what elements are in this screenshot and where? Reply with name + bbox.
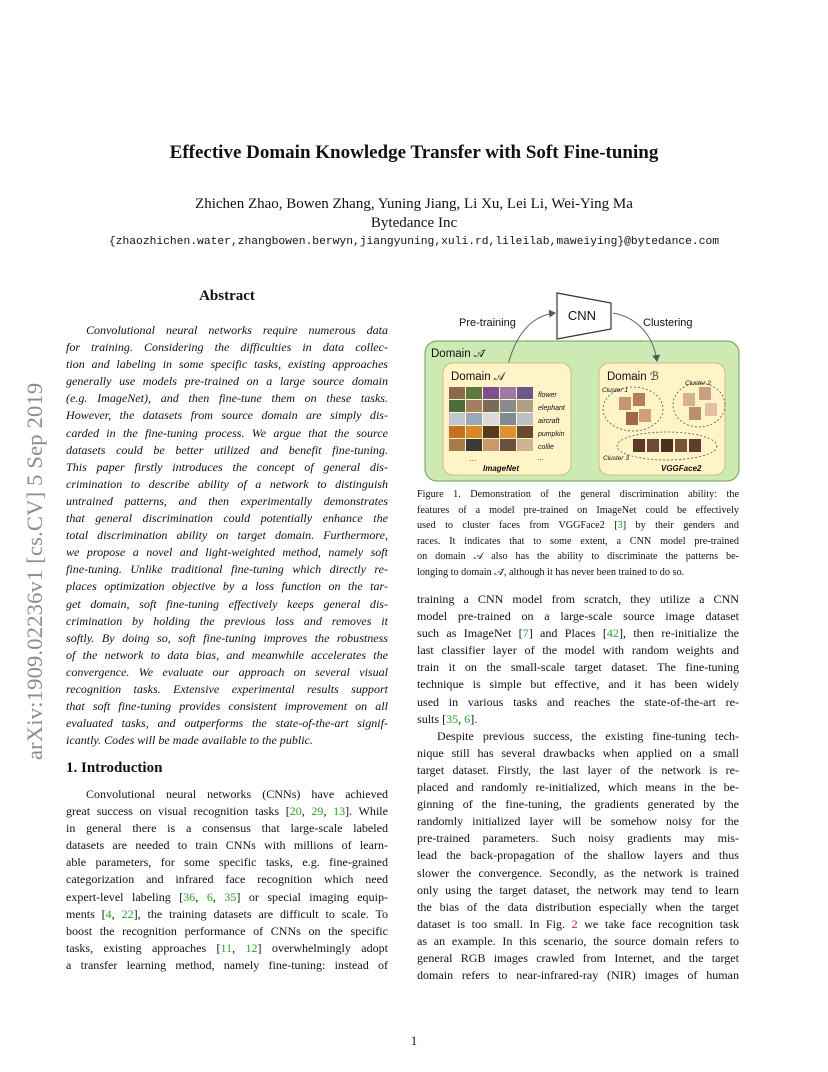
abstract-line: icantly. Codes will be made available to the public. [66,733,313,748]
abstract-line: However, the datasets from source domain are simply dis- [66,408,388,423]
body-line: such as ImageNet [7] and Places [42], then re-initialize the [417,626,739,641]
imagenet-label: ImageNet [483,464,520,473]
intro-line: great success on visual recognition tasks [20, 29, 13]. While [66,804,388,819]
abstract-line: This paper firstly introduces the concept of general dis- [66,459,388,474]
cluster-3-label: Cluster 3 [603,455,630,462]
abstract-line: we propose a novel and light-weighted method, namely soft [66,545,388,560]
caption-line: longing to domain 𝒜̄, although it has never been trained to do so. [417,566,685,578]
imagenet-class-pumpkin: pumpkin [538,431,565,438]
abstract-line: (e.g. ImageNet), and then fine-tune them on these tasks. [66,391,388,406]
email-list: {zhaozhichen.water,zhangbowen.berwyn,jiangyuning,xuli.rd,lileilab,maweiying}@bytedance.com [108,236,720,248]
body-line: technique is simple but effective, and it has been widely [417,677,739,692]
abstract-line: generally use models pre-trained on a large source domain [66,374,388,389]
abstract-line: fine-tuning. Unlike traditional fine-tuning which directly re- [66,562,388,577]
caption-line: used to cluster faces from VGGFace2 [3] by their genders and [417,520,739,532]
imagenet-class-collie: collie [538,444,554,451]
abstract-line: evaluated tasks, and outperforms the state-of-the-art signif- [66,716,388,731]
abstract-line: crimination by holding the previous loss and removes it [66,613,388,628]
domain-abar-label: Domain 𝒜̄ [431,348,485,360]
body-line: model pre-trained on a large-scale source image dataset [417,609,739,624]
abstract-line: carded in the fine-tuning process. We argue that the source [66,425,388,440]
intro-body [66,786,388,974]
intro-line: able parameters, for some specific tasks, e.g. fine-grained [66,855,388,870]
figure-1-caption [417,487,739,581]
body-line: general RGB images crawled from Internet, and the target [417,950,739,965]
body-line: used in various tasks and reaches the state-of-the-art re- [417,694,739,709]
caption-line: Figure 1. Demonstration of the general discrimination ability: the [417,489,739,500]
abstract-line: untrained patterns, and then experimentally demonstrates [66,493,388,508]
intro-line: in general there is a consensus that large-scale labeled [66,821,388,836]
abstract-line: softly. By doing so, soft fine-tuning improves the robustness [66,630,388,645]
domain-a-label: Domain 𝒜 [451,371,505,383]
body-line: training a CNN model from scratch, they utilize a CNN [417,592,739,606]
body-line: pre-trained parameters. Such noisy gradients may mis- [417,831,739,846]
abstract-line: Convolutional neural networks require numerous data [86,323,388,337]
abstract-line: total discrimination ability on target domain. Furthermore, [66,528,388,543]
abstract-line: convergence. We evaluate our approach on several visual [66,664,388,679]
body-line: placed and randomly re-initialized, which means in the be- [417,780,739,795]
affiliation: Bytedance Inc [370,215,458,231]
body-line: train it on the small-scale target dataset. The fine-tuning [417,660,739,675]
abstract-line: that general discrimination could potentially enhance the [66,511,388,526]
caption-line: races. It indicates that to some extent, a CNN model pre-trained [417,535,739,547]
vggface-label: VGGFace2 [661,464,702,473]
caption-line: on domain 𝒜 also has the ability to discriminate the patterns be- [417,551,739,563]
intro-line: categorization and infrared face recognition which need [66,872,388,887]
body-line: the bias of the data distribution especially when the target [417,899,739,914]
right-column-body [417,591,739,984]
intro-heading: 1. Introduction [66,760,163,776]
imagenet-class-elephant: elephant [538,405,565,412]
imagenet-dots: ... [469,453,477,463]
body-line: Despite previous success, the existing fine-tuning tech- [437,728,739,743]
arxiv-stamp [22,290,52,760]
arxiv-id: arXiv:1909.02236v1 [cs.CV] 5 Sep 2019 [22,382,47,760]
figure-1 [421,289,741,483]
abstract-body [66,322,388,749]
clustering-label: Clustering [643,317,693,329]
abstract-line: crimination to describe ability of a network to distinguish [66,476,388,491]
intro-line: datasets are needed to train CNNs with millions of learn- [66,838,388,853]
imagenet-class-aircraft: aircraft [538,418,560,425]
abstract-line: places optimization objective by a loss function on the tar- [66,579,388,594]
abstract-line: recognition tasks. Extensive experimental results support [66,681,388,696]
imagenet-samples [449,387,533,451]
paper-title: Effective Domain Knowledge Transfer with Soft Fine-tuning [169,142,659,163]
cluster-2-label: Cluster 2 [685,380,712,387]
body-line: dataset is too small. In Fig. 2 we take face recognition task [417,916,739,931]
abstract-heading: Abstract [199,288,255,304]
cluster-1-label: Cluster 1 [602,387,629,394]
body-line: ginning of the fine-tuning, the gradients generated by the [417,797,739,812]
body-line: slower the convergence. Secondly, as the network is trained [417,865,739,880]
body-line: domain refers to near-infrared-ray (NIR) images of human [417,968,739,983]
page-number: 1 [410,1034,418,1048]
author-list: Zhichen Zhao, Bowen Zhang, Yuning Jiang, Li Xu, Lei Li, Wei-Ying Ma [195,196,633,212]
body-line: lead the back-propagation of the shallow layers and thus [417,848,739,863]
figure-1-diagram [421,289,741,483]
abstract-line: tion and labeling in some specific tasks, existing approaches [66,357,388,372]
abstract-line: for training. Considering the difficulties in data collec- [66,340,388,355]
intro-line: boost the recognition performance of CNNs on the specific [66,923,388,938]
intro-line: ments [4, 22], the training datasets are difficult to scale. To [66,906,388,921]
intro-line: tasks, existing approaches [11, 12] overwhelmingly adopt [66,940,388,955]
body-line: last classifier layer of the model with random weights and [417,643,739,658]
abstract-line: of the network to data bias, and meanwhile accelerates the [66,647,388,662]
pretraining-label: Pre-training [459,317,516,329]
abstract-line: datasets could be better utilized and benefit fine-tuning. [66,442,388,457]
body-line: randomly initialized layer will be somehow noisy for the [417,814,739,829]
domain-b-label: Domain ℬ [607,371,659,383]
body-line: sults [35, 6]. [417,711,478,726]
intro-line: expert-level labeling [36, 6, 35] or special imaging equip- [66,889,388,904]
body-line: target dataset. Firstly, the last layer of the network is re- [417,762,739,777]
body-line: as an example. In this scenario, the source domain refers to [417,933,739,948]
abstract-line: that soft fine-tuning provides consistent improvement on all [66,699,388,714]
abstract-line: get domain, soft fine-tuning effectively keeps general dis- [66,596,388,611]
body-line: only using the target dataset, the network may tend to learn [417,882,739,897]
intro-line: Convolutional neural networks (CNNs) have achieved [86,787,388,801]
caption-line: features of a model pre-trained on ImageNet could be effectively [417,504,739,516]
imagenet-class-flower: flower [538,392,557,399]
intro-line: a transfer learning method, namely fine-tuning: instead of [66,957,388,972]
imagenet-class-more: ... [538,455,544,462]
cnn-label: CNN [567,308,597,323]
body-line: nique still has several drawbacks when applied on a small [417,745,739,760]
